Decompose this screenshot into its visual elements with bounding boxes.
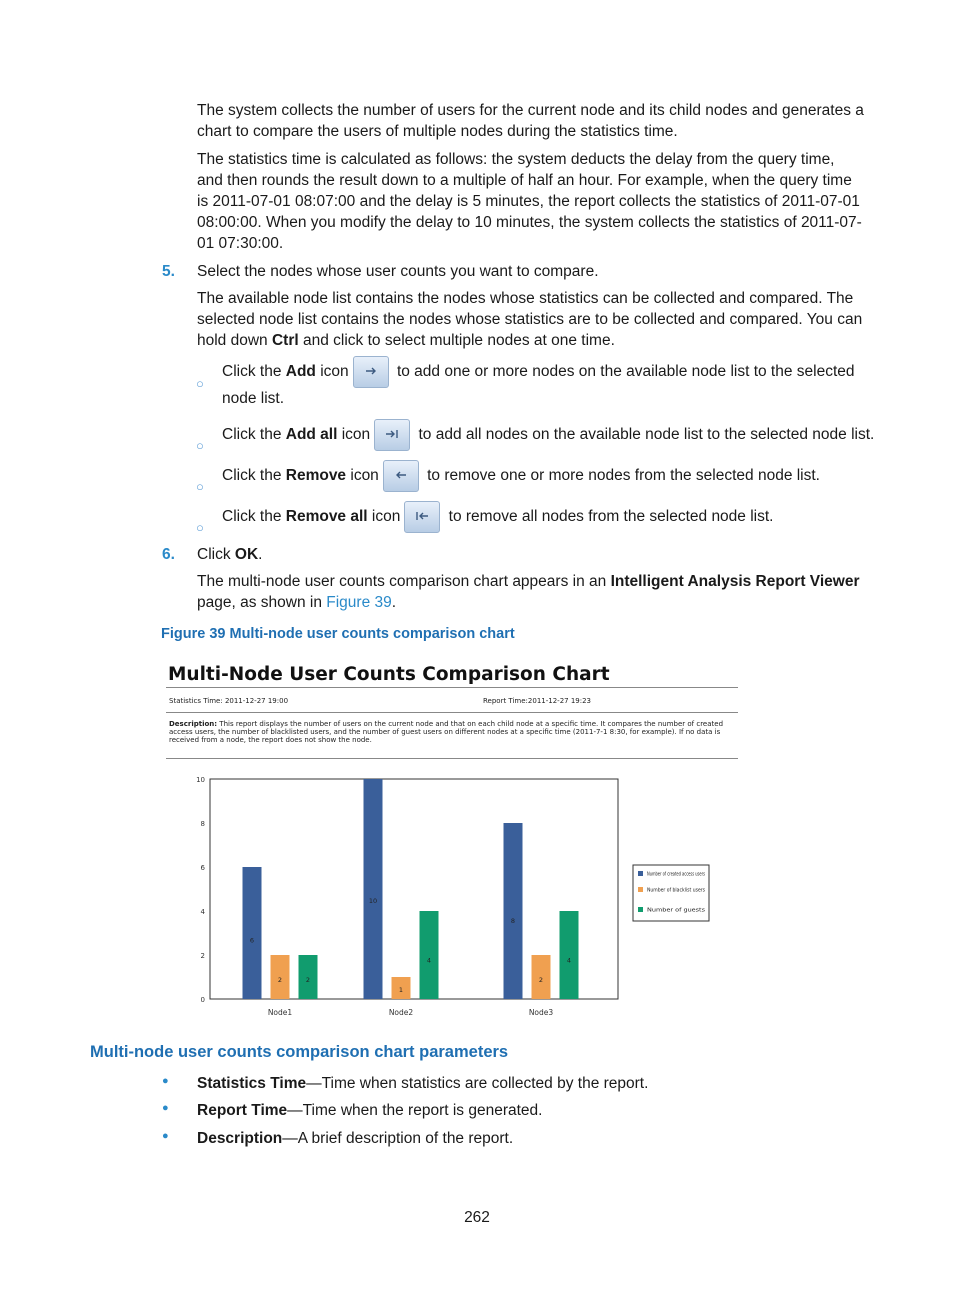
step-6-paragraph: The multi-node user counts comparison chart appears in an Intelligent Analysis Report Viewer page, as shown in Figure 39. [197,573,860,611]
report-title: Multi-Node User Counts Comparison Chart [168,664,610,685]
step-5-paragraph: The available node list contains the nodes whose statistics can be collected and compared. The selected node list contains the nodes whose statistics are to be collected and compared. You can hold down Ctrl and click to select multiple nodes at one time. [197,290,863,349]
step-number-6: 6. [162,546,175,563]
bar-value-label: 8 [510,916,516,925]
param-description: Description—A brief description of the report. [197,1130,514,1147]
y-tick-label: 4 [200,908,205,916]
x-tick-label: Node3 [528,1008,554,1017]
report-time: Report Time:2011-12-27 19:23 [483,697,591,705]
legend-swatch [638,887,643,892]
section-heading: Multi-node user counts comparison chart parameters [90,1043,509,1061]
sub-bullet: ○ [196,438,204,453]
y-tick-label: 6 [200,864,205,872]
bar-value-label: 1 [398,986,404,995]
y-tick-label: 2 [200,952,205,960]
y-tick-label: 0 [200,996,205,1004]
page-number: 262 [464,1209,490,1226]
param-bullet: ● [162,1102,169,1114]
statistics-time: Statistics Time: 2011-12-27 19:00 [169,697,289,705]
param-bullet: ● [162,1130,169,1142]
bar-value-label: 4 [426,956,432,965]
bar-value-label: 6 [249,936,255,945]
figure-link[interactable]: Figure 39 [326,594,392,611]
legend-label: Number of created access users [647,871,706,878]
legend-swatch [638,907,643,912]
intro-paragraph-2: The statistics time is calculated as follows: the system deducts the delay from the query time, and then rounds the result down to a multiple of half an hour. For example, when the query time is 2011-07-01 08:07:00 and the delay is 5 minutes, the report collects the statistics of 2011-07-01 08:00:00. When you modify the delay to 10 minutes, the system collects the statistics of 2011-07-01 07:30:00. [197,151,862,252]
step-5-text: Select the nodes whose user counts you want to compare. [197,263,599,280]
bar [243,867,262,999]
sub-bullet: ○ [196,479,204,494]
y-tick-label: 10 [196,776,205,784]
bar-value-label: 2 [305,976,311,985]
param-report-time: Report Time—Time when the report is generated. [197,1102,543,1119]
figure-caption: Figure 39 Multi-node user counts comparison chart [161,626,515,642]
legend-label: Number of blacklist users [647,887,706,894]
arrow-right-bar-icon [374,419,410,451]
bar [560,911,579,999]
bar-arrow-left-icon [404,501,440,533]
bar-chart [166,660,740,1030]
param-bullet: ● [162,1075,169,1087]
sub-item-remove: Click the Remove icon to remove one or more nodes from the selected node list. [222,460,882,492]
sub-item-add-all: Click the Add all icon to add all nodes on the available node list to the selected node list. [222,419,882,451]
bar [364,779,383,999]
intro-paragraph-1: The system collects the number of users for the current node and its child nodes and generates a chart to compare the users of multiple nodes during the statistics time. [197,102,864,140]
y-tick-label: 8 [200,820,205,828]
bar-value-label: 2 [277,976,283,985]
step-6-text: Click OK. [197,546,263,563]
sub-item-add: Click the Add icon to add one or more nodes on the available node list to the selected node list. [222,356,864,409]
bar [420,911,439,999]
sub-item-remove-all: Click the Remove all icon to remove all nodes from the selected node list. [222,501,882,533]
sub-bullet: ○ [196,376,204,391]
param-statistics-time: Statistics Time—Time when statistics are collected by the report. [197,1075,649,1092]
report-figure [166,660,740,1030]
arrow-left-icon [383,460,419,492]
report-description: Description: This report displays the number of users on the current node and that on each child node at a specific time. It compares the number of created access users, the number of blacklisted users, and the number of guest users on different nodes at a specific time (2011-7-1 8:30, for example). If no data is received from a node, the report does not show the node. [169,720,724,744]
bar-value-label: 4 [566,956,572,965]
x-tick-label: Node2 [388,1008,414,1017]
bar [504,823,523,999]
legend-label: Number of guests [647,907,706,914]
x-tick-label: Node1 [267,1008,293,1017]
step-number-5: 5. [162,263,175,280]
legend-swatch [638,871,643,876]
arrow-right-icon [353,356,389,388]
sub-bullet: ○ [196,520,204,535]
bar-value-label: 2 [538,976,544,985]
bar-value-label: 10 [368,897,378,905]
